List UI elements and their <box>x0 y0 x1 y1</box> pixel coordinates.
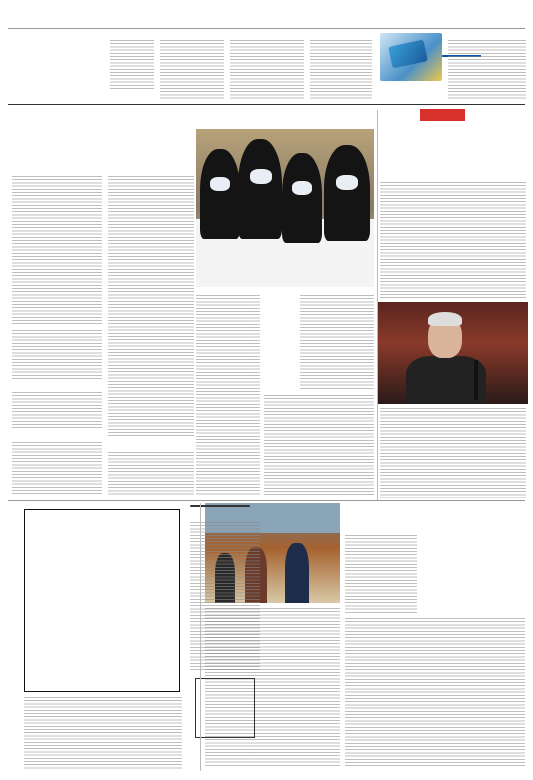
main-body-col <box>12 330 102 380</box>
top-story-column <box>448 40 526 100</box>
main-body-col <box>12 442 102 494</box>
crossword-row-numbers <box>180 509 188 692</box>
minister-photo <box>378 302 528 404</box>
main-body-col <box>12 392 102 430</box>
market-lead <box>420 535 525 613</box>
main-body-col <box>108 452 194 496</box>
health-body <box>380 182 526 300</box>
health-body-continued <box>380 408 526 498</box>
column-divider <box>200 503 201 771</box>
crossword-title <box>190 505 250 507</box>
main-body-col <box>12 176 102 324</box>
lower-divider <box>8 500 525 501</box>
mini-puzzle-grid[interactable] <box>195 678 255 738</box>
students-photo <box>196 129 374 287</box>
main-body-col <box>264 395 374 495</box>
main-body-col <box>108 176 194 438</box>
column-divider <box>377 110 378 500</box>
top-story-column <box>160 40 224 100</box>
crossword-grid[interactable] <box>24 509 180 692</box>
top-story-column <box>310 40 372 100</box>
market-body <box>345 535 417 613</box>
health-section-tag <box>420 109 465 121</box>
header-divider <box>8 104 525 105</box>
crossword-clues-vertical <box>24 697 182 769</box>
top-story-column <box>110 40 154 90</box>
main-body-col <box>300 295 374 391</box>
main-body-col <box>196 295 260 495</box>
top-rule <box>8 28 525 29</box>
top-story-column <box>230 40 304 100</box>
voucher-card-image <box>380 33 442 81</box>
market-body <box>345 618 525 768</box>
